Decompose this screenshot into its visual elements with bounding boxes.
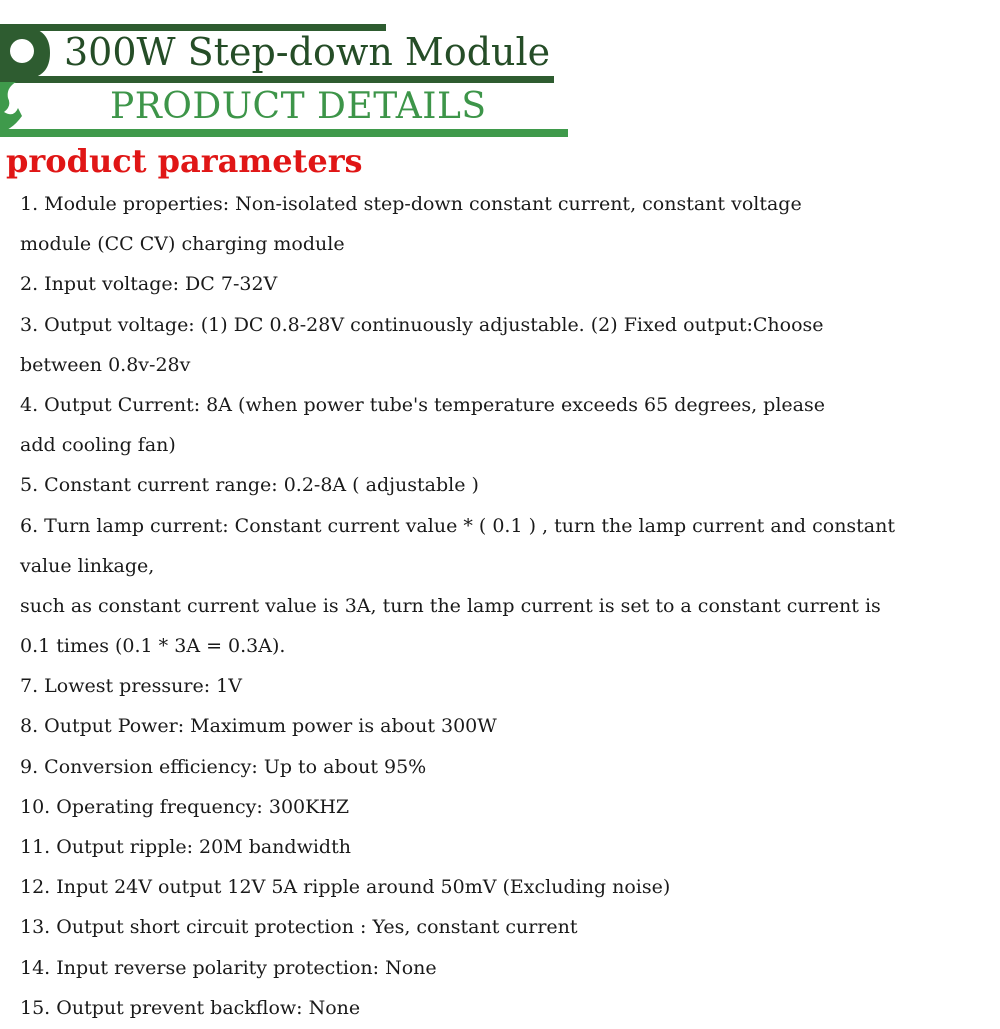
- parameter-line: 5. Constant current range: 0.2-8A ( adjustable ): [20, 474, 479, 497]
- parameter-line: 9. Conversion efficiency: Up to about 95%: [20, 755, 427, 778]
- parameter-line: 10. Operating frequency: 300KHZ: [20, 795, 350, 818]
- parameter-line: 4. Output Current: 8A (when power tube's temperature exceeds 65 degrees, please: [20, 393, 825, 416]
- parameter-line: 15. Output prevent backflow: None: [20, 996, 361, 1019]
- header-banner: [0, 0, 580, 145]
- banner-bottom-bar: [0, 129, 568, 137]
- page-subtitle: PRODUCT DETAILS: [110, 86, 487, 127]
- parameter-line: value linkage,: [20, 554, 155, 577]
- parameter-line: 3. Output voltage: (1) DC 0.8-28V continuously adjustable. (2) Fixed output:Choose: [20, 313, 824, 336]
- parameter-line: 14. Input reverse polarity protection: None: [20, 956, 437, 979]
- page-title: 300W Step-down Module: [64, 30, 551, 74]
- parameter-line: 6. Turn lamp current: Constant current value * ( 0.1 ) , turn the lamp current and constant: [20, 514, 896, 537]
- banner-middle-bar: [0, 76, 554, 83]
- parameter-line: 8. Output Power: Maximum power is about 300W: [20, 715, 497, 738]
- parameter-line: module (CC CV) charging module: [20, 233, 345, 256]
- parameter-line: 13. Output short circuit protection : Yes, constant current: [20, 916, 578, 939]
- section-heading: product parameters: [6, 142, 363, 180]
- parameter-line: add cooling fan): [20, 434, 176, 457]
- parameter-line: 7. Lowest pressure: 1V: [20, 675, 242, 698]
- circle-decoration-icon: [0, 27, 60, 81]
- parameter-list: [20, 184, 990, 1028]
- parameter-line: 0.1 times (0.1 * 3A = 0.3A).: [20, 635, 286, 658]
- parameter-line: 1. Module properties: Non-isolated step-down constant current, constant voltage: [20, 193, 802, 215]
- parameter-line: 11. Output ripple: 20M bandwidth: [20, 836, 351, 858]
- parameter-line: 12. Input 24V output 12V 5A ripple around 50mV (Excluding noise): [20, 876, 671, 899]
- leaf-decoration-icon: [0, 82, 40, 134]
- parameter-line: between 0.8v-28v: [20, 353, 191, 376]
- parameter-line: such as constant current value is 3A, turn the lamp current is set to a constant current is: [20, 594, 881, 617]
- parameter-line: 2. Input voltage: DC 7-32V: [20, 273, 278, 296]
